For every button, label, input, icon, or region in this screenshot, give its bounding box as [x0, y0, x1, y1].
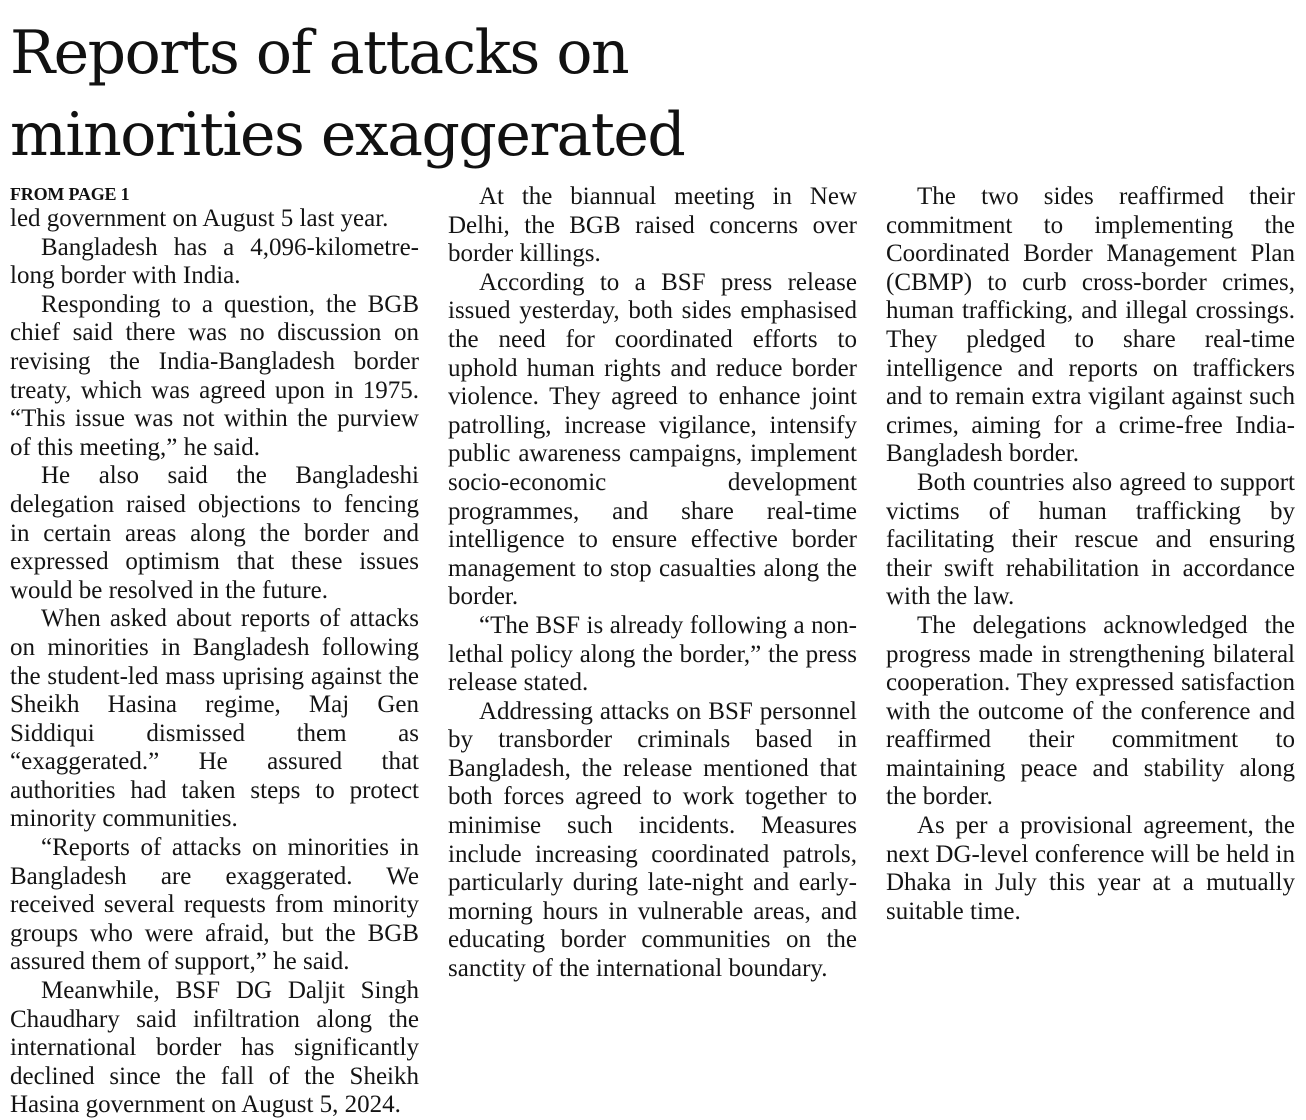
article-column-2	[448, 183, 857, 984]
article-paragraph: led government on August 5 last year.	[10, 205, 389, 232]
article-paragraph: He also said the Bangladeshi delegation raised objections to fencing in certain areas along the border and expressed optimism that these issues would be resolved in the future.	[10, 462, 419, 604]
article-paragraph: Addressing attacks on BSF personnel by transborder criminals based in Bangladesh, the release mentioned that both forces agreed to work together to minimise such incidents. Measures include increasing coordinated patrols, particularly during late-night and early-morning hours in vulnerable areas, and educating border communities on the sanctity of the international boundary.	[448, 697, 857, 983]
headline	[10, 12, 1290, 176]
article-paragraph: The delegations acknowledged the progress made in strengthening bilateral cooperation. They expressed satisfaction with the outcome of the conference and reaffirmed their commitment to maintaining peace and stability along the border.	[886, 611, 1295, 811]
article-column-1	[10, 183, 419, 1120]
article-paragraph: According to a BSF press release issued yesterday, both sides emphasised the need for coordinated efforts to uphold human rights and reduce border violence. They agreed to enhance joint patrolling, increase vigilance, intensify public awareness campaigns, implement socio-economic development programmes, and share real-time intelligence to ensure effective border management to stop casualties along the border.	[448, 268, 857, 611]
article-paragraph: “The BSF is already following a non-lethal policy along the border,” the press release stated.	[448, 611, 857, 697]
article-paragraph: At the biannual meeting in New Delhi, the BGB raised concerns over border killings.	[448, 183, 857, 268]
article-paragraph: Bangladesh has a 4,096-kilometre-long border with India.	[10, 233, 419, 290]
article-paragraph: Meanwhile, BSF DG Daljit Singh Chaudhary said infiltration along the international border has significantly declined since the fall of the Sheikh Hasina government on August 5, 2024.	[10, 977, 419, 1119]
article-paragraph: The two sides reaffirmed their commitment to implementing the Coordinated Border Management Plan (CBMP) to curb cross-border crimes, human trafficking, and illegal crossings. They pledged to share real-time intelligence and reports on traffickers and to remain extra vigilant against such crimes, aiming for a crime-free India-Bangladesh border.	[886, 183, 1295, 468]
article-paragraph: As per a provisional agreement, the next DG-level conference will be held in Dhaka in July this year at a mutually suitable time.	[886, 812, 1295, 925]
article-paragraph: Both countries also agreed to support victims of human trafficking by facilitating their rescue and ensuring their swift rehabilitation in accordance with the law.	[886, 468, 1295, 611]
headline-line-1: Reports of attacks on	[10, 18, 629, 88]
article-paragraph: “Reports of attacks on minorities in Bangladesh are exaggerated. We received several requests from minority groups who were afraid, but the BGB assured them of support,” he said.	[10, 834, 419, 976]
continuation-kicker: FROM PAGE 1	[10, 184, 130, 204]
article-column-3	[886, 183, 1295, 926]
article-paragraph: Responding to a question, the BGB chief said there was no discussion on revising the India-Bangladesh border treaty, which was agreed upon in 1975. “This issue was not within the purview of this meeting,” he said.	[10, 290, 419, 461]
article-paragraph: When asked about reports of attacks on minorities in Bangladesh following the student-led mass uprising against the Sheikh Hasina regime, Maj Gen Siddiqui dismissed them as “exaggerated.” He assured that authorities had taken steps to protect minority communities.	[10, 605, 419, 833]
headline-line-2: minorities exaggerated	[10, 100, 685, 170]
